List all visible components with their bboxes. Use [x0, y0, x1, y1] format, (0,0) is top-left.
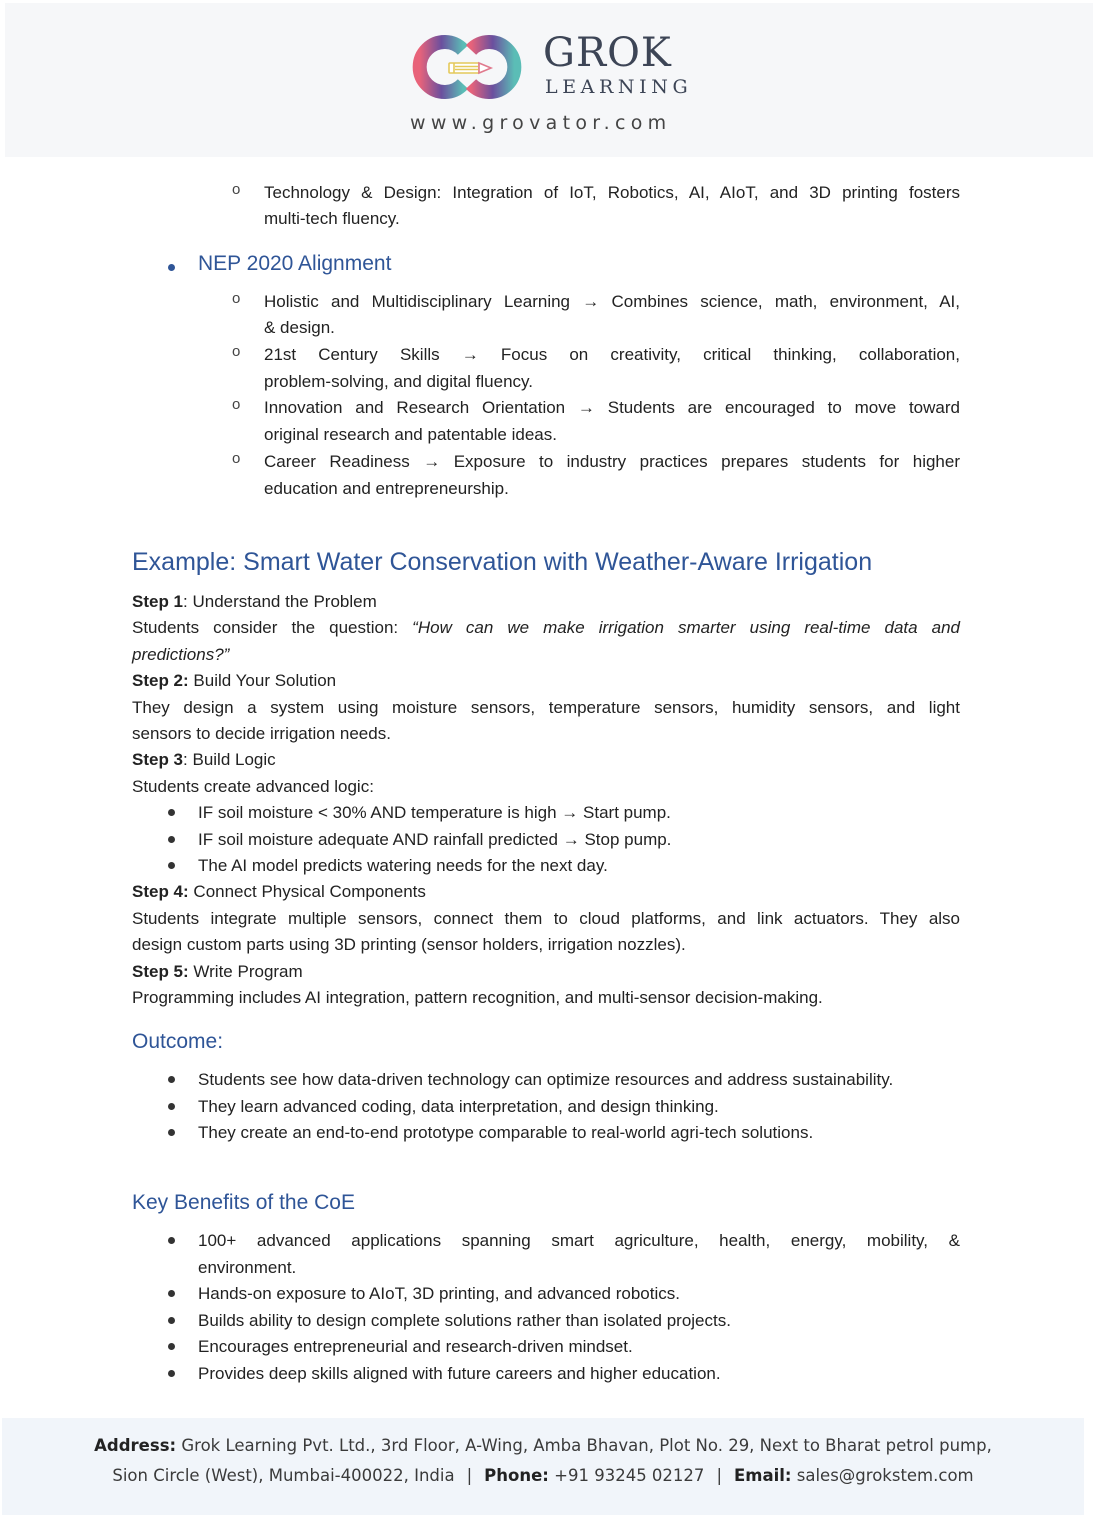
hollow-bullet-icon: o [232, 181, 241, 198]
bullet-icon [168, 1076, 175, 1083]
list-item: Technology & Design: Integration of IoT, Robotics, AI, AIoT, and 3D printing fosters [264, 183, 960, 202]
benefit-item: Hands-on exposure to AIoT, 3D printing, and advanced robotics. [198, 1284, 680, 1303]
benefit-item: Encourages entrepreneurial and research-driven mindset. [198, 1337, 633, 1356]
footer-contact-line [2, 1465, 1084, 1487]
hollow-bullet-icon: o [232, 290, 241, 307]
logic-rule: IF soil moisture < 30% AND temperature is high → Start pump. [198, 803, 671, 822]
benefit-item: Provides deep skills aligned with future careers and higher education. [198, 1364, 721, 1383]
step-1-question: “How can we make irrigation smarter using real-time data and [412, 618, 960, 637]
separator: | [716, 1466, 722, 1485]
step-2-heading [132, 667, 336, 694]
bullet-icon [168, 1129, 175, 1136]
bullet-icon [168, 1237, 175, 1244]
step-1-heading [132, 588, 377, 615]
step-label: Step 4: [132, 882, 189, 901]
page-footer [2, 1418, 1084, 1515]
step-3-heading [132, 746, 276, 773]
section-heading-example: Example: Smart Water Conservation with Weather-Aware Irrigation [132, 548, 873, 576]
bullet-icon [168, 862, 175, 869]
list-item: 21st Century Skills → Focus on creativity, critical thinking, collaboration, [264, 345, 960, 364]
step-5-heading [132, 958, 303, 985]
logic-rule: IF soil moisture adequate AND rainfall predicted → Stop pump. [198, 830, 672, 849]
step-2-description: They design a system using moisture sensors, temperature sensors, humidity sensors, and light [132, 698, 960, 717]
brand-subtitle: LEARNING [545, 76, 693, 98]
section-heading-outcome: Outcome: [132, 1030, 224, 1053]
address-label: Address: [94, 1436, 177, 1455]
bullet-icon [168, 1370, 175, 1377]
bullet-icon [168, 836, 175, 843]
step-label: Step 3 [132, 750, 184, 769]
list-item-continuation: multi-tech fluency. [264, 209, 400, 228]
footer-address-line [2, 1435, 1084, 1457]
bullet-icon [168, 1103, 175, 1110]
step-1-intro: Students consider the question: [132, 618, 413, 637]
email-label: Email: [734, 1466, 792, 1485]
step-title: Write Program [188, 962, 303, 981]
brand-name: GROK [543, 30, 672, 76]
bullet-icon [168, 1317, 175, 1324]
outcome-item: Students see how data-driven technology can optimize resources and address sustainability. [198, 1070, 894, 1089]
list-item-continuation: original research and patentable ideas. [264, 425, 557, 444]
step-4-heading [132, 878, 426, 905]
list-item: Career Readiness → Exposure to industry practices prepares students for higher [264, 452, 960, 471]
section-heading-nep: NEP 2020 Alignment [198, 252, 392, 275]
step-title: : Build Logic [183, 750, 276, 769]
step-title: Build Your Solution [188, 671, 337, 690]
step-label: Step 2: [132, 671, 189, 690]
step-label: Step 5: [132, 962, 189, 981]
step-3-intro: Students create advanced logic: [132, 777, 374, 796]
step-label: Step 1 [132, 592, 184, 611]
hollow-bullet-icon: o [232, 450, 241, 467]
list-item-continuation: problem-solving, and digital fluency. [264, 372, 533, 391]
address-text-continuation: Sion Circle (West), Mumbai-400022, India [112, 1466, 455, 1485]
step-1-description [132, 614, 960, 641]
step-title: Connect Physical Components [188, 882, 426, 901]
bullet-icon [168, 809, 175, 816]
section-heading-benefits: Key Benefits of the CoE [132, 1191, 355, 1214]
bullet-icon [168, 264, 175, 271]
address-text: Grok Learning Pvt. Ltd., 3rd Floor, A-Wing, Amba Bhavan, Plot No. 29, Next to Bharat petrol pump, [176, 1436, 992, 1455]
list-item-continuation: & design. [264, 318, 335, 337]
step-4-description-continuation: design custom parts using 3D printing (sensor holders, irrigation nozzles). [132, 935, 686, 954]
step-title: : Understand the Problem [183, 592, 377, 611]
hollow-bullet-icon: o [232, 343, 241, 360]
benefit-item: 100+ advanced applications spanning smart agriculture, health, energy, mobility, & [198, 1231, 960, 1250]
step-1-question-continuation: predictions?” [132, 645, 230, 664]
brand-logo [405, 32, 705, 102]
step-2-description-continuation: sensors to decide irrigation needs. [132, 724, 391, 743]
website-url[interactable]: www.grovator.com [410, 112, 672, 134]
benefit-item-continuation: environment. [198, 1258, 297, 1277]
benefit-item: Builds ability to design complete solutions rather than isolated projects. [198, 1311, 731, 1330]
bullet-icon [168, 1290, 175, 1297]
phone-label: Phone: [484, 1466, 549, 1485]
outcome-item: They create an end-to-end prototype comparable to real-world agri-tech solutions. [198, 1123, 814, 1142]
list-item: Innovation and Research Orientation → Students are encouraged to move toward [264, 398, 960, 417]
list-item-continuation: education and entrepreneurship. [264, 479, 509, 498]
separator: | [466, 1466, 473, 1485]
step-4-description: Students integrate multiple sensors, connect them to cloud platforms, and link actuators. They also [132, 909, 960, 928]
phone-number[interactable]: +91 93245 02127 [548, 1466, 705, 1485]
email-address[interactable]: sales@grokstem.com [791, 1466, 974, 1485]
logic-rule: The AI model predicts watering needs for the next day. [198, 856, 608, 875]
step-5-description: Programming includes AI integration, pattern recognition, and multi-sensor decision-making. [132, 988, 823, 1007]
hollow-bullet-icon: o [232, 396, 241, 413]
outcome-item: They learn advanced coding, data interpretation, and design thinking. [198, 1097, 719, 1116]
list-item: Holistic and Multidisciplinary Learning → Combines science, math, environment, AI, [264, 292, 960, 311]
infinity-pencil-logo-icon [405, 32, 537, 102]
bullet-icon [168, 1343, 175, 1350]
